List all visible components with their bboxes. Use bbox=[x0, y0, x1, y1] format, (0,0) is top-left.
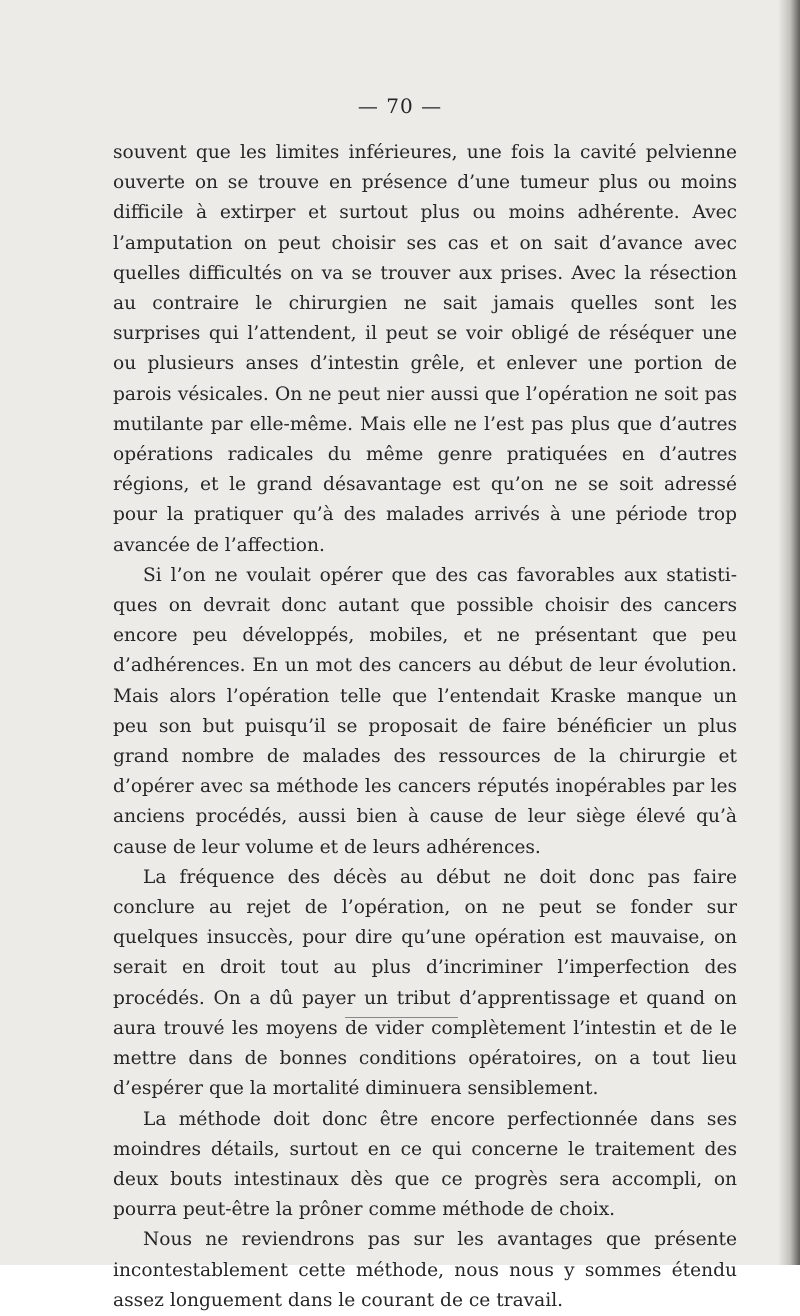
paragraph-2: Si l’on ne voulait opérer que des cas favorables aux statistiques on devrait donc autant que possible choisir des cancers encore peu développés, mobiles, et ne présentant que peu d’adhérences. En un mot des cancers au début de leur évolution. Mais alors l’opération telle que l’entendait Kraske manque un peu son but puisqu’il se proposait de faire bénéficier un plus grand nombre de malades des ressources de la chirurgie et d’opérer avec sa méthode les cancers réputés inopérables par les anciens procédés, aussi bien à cause de leur siège élevé qu’à cause de leur volume et de leurs adhérences. bbox=[113, 564, 737, 858]
paragraph-4: La méthode doit donc être encore perfectionnée dans ses moindres détails, surtout en ce qui concerne le traitement des deux bouts intestinaux dès que ce progrès sera accompli, on pourra peut-être la prôner comme méthode de choix. bbox=[113, 1108, 737, 1221]
paragraph-3: La fréquence des décès au début ne doit donc pas faire conclure au rejet de l’opération, on ne peut se fonder sur quelques insuccès, pour dire qu’une opération est mauvaise, on serait en droit tout au plus d’incriminer l’imperfection des procédés. On a dû payer un tribut d’apprentissage et quand on aura trouvé les moyens de vider complètement l’intestin et de le mettre dans de bonnes conditions opératoires, on a tout lieu d’espérer que la mortalité diminuera sensiblement. bbox=[113, 866, 737, 1100]
page-edge-shadow bbox=[778, 0, 800, 1265]
paragraph-5: Nous ne reviendrons pas sur les avantages que présente incontestablement cette méthode, nous nous y sommes étendu assez longuement dans le courant de ce travail. bbox=[113, 1229, 737, 1311]
page-number: — 70 — bbox=[357, 94, 443, 118]
text-body bbox=[113, 138, 737, 1316]
paragraph-1: souvent que les limites inférieures, une fois la cavité pelvienne ouverte on se trouve en présence d’une tumeur plus ou moins difficile à extirper et surtout plus ou moins adhérente. Avec l’amputation on peut choisir ses cas et on sait d’avance avec quelles difficultés on va se trouver aux prises. Avec la résection au contraire le chirurgien ne sait jamais quelles sont les surprises qui l’attendent, il peut se voir obligé de réséquer une ou plusieurs anses d’intestin grêle, et enlever une portion de parois vésicales. On ne peut nier aussi que l’opération ne soit pas mutilante par elle-même. Mais elle ne l’est pas plus que d’autres opérations radicales du même genre pratiquées en d’autres régions, et le grand désavantage est qu’on ne se soit adressé pour la pratiquer qu’à des malades arrivés à une période trop avancée de l’affection. bbox=[113, 142, 737, 556]
end-rule bbox=[345, 1017, 458, 1018]
